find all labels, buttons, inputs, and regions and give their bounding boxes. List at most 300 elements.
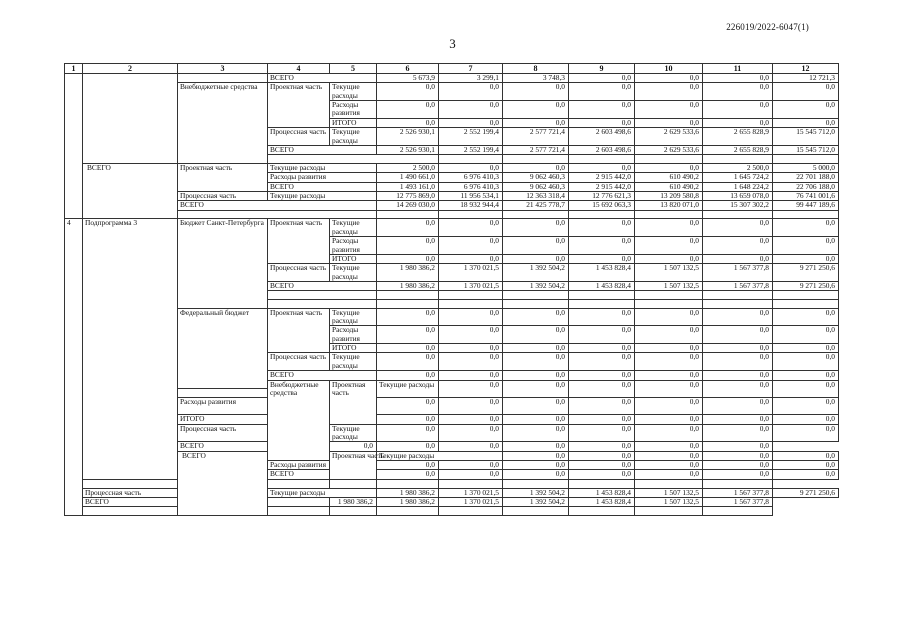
value-cell: 9 062 460,3 — [503, 182, 569, 191]
value-cell: 1 392 504,2 — [503, 264, 569, 282]
value-cell: 0,0 — [773, 254, 839, 263]
value-cell: 2 552 199,4 — [439, 145, 503, 154]
value-cell: 0,0 — [503, 219, 569, 237]
value-cell: 0,0 — [773, 237, 839, 255]
value-cell: 1 980 386,2 — [377, 488, 439, 497]
value-cell: 0,0 — [439, 254, 503, 263]
value-cell: 2 577 721,4 — [503, 128, 569, 146]
value-cell: 1 370 021,5 — [439, 281, 503, 290]
value-cell: 0,0 — [503, 254, 569, 263]
value-cell: 0,0 — [635, 254, 703, 263]
value-cell: 1 507 132,5 — [635, 497, 703, 506]
value-cell: 0,0 — [703, 254, 773, 263]
column-number: 3 — [178, 64, 268, 74]
label-cell: Текущие расходы — [268, 163, 377, 172]
value-cell: 1 392 504,2 — [503, 488, 569, 497]
table-row — [65, 451, 839, 460]
value-cell: 0,0 — [569, 397, 635, 414]
value-cell: 0,0 — [703, 308, 773, 326]
value-cell: 15 692 063,3 — [569, 201, 635, 210]
value-cell: 3 748,3 — [503, 74, 569, 83]
value-cell: 0,0 — [773, 353, 839, 371]
value-cell — [773, 300, 839, 309]
value-cell — [330, 479, 377, 488]
value-cell: 1 453 828,4 — [569, 497, 635, 506]
label-cell: Проектная часть — [330, 380, 377, 424]
value-cell: 0,0 — [635, 380, 703, 397]
value-cell: 0,0 — [439, 219, 503, 237]
value-cell: 0,0 — [377, 219, 439, 237]
label-cell — [83, 74, 178, 164]
value-cell — [703, 479, 773, 488]
value-cell: 0,0 — [377, 415, 439, 424]
value-cell — [439, 507, 503, 516]
value-cell: 0,0 — [703, 470, 773, 479]
value-cell — [503, 479, 569, 488]
value-cell: 0,0 — [503, 461, 569, 470]
value-cell: 0,0 — [773, 424, 839, 442]
value-cell: 2 655 828,9 — [703, 145, 773, 154]
value-cell: 0,0 — [635, 118, 703, 127]
label-cell: 4 — [65, 219, 83, 515]
value-cell: 0,0 — [703, 442, 773, 451]
value-cell: 0,0 — [569, 219, 635, 237]
label-cell: Процессная часть — [178, 424, 268, 442]
value-cell: 1 567 377,8 — [703, 281, 773, 290]
column-number: 8 — [503, 64, 569, 74]
value-cell: 0,0 — [773, 83, 839, 101]
value-cell: 1 567 377,8 — [703, 497, 773, 506]
page-number: 3 — [449, 36, 456, 51]
value-cell: 0,0 — [503, 101, 569, 119]
value-cell: 3 299,1 — [439, 74, 503, 83]
value-cell: 1 370 021,5 — [439, 488, 503, 497]
value-cell: 76 741 001,6 — [773, 192, 839, 201]
value-cell: 1 453 828,4 — [569, 281, 635, 290]
label-cell: Текущие расходы — [330, 424, 377, 442]
label-cell: Расходы развития — [330, 237, 377, 255]
label-cell: Бюджет Санкт-Петербурга — [178, 219, 268, 308]
value-cell: 0,0 — [703, 237, 773, 255]
value-cell: 0,0 — [377, 397, 439, 414]
value-cell: 1 648 224,2 — [703, 182, 773, 191]
value-cell — [569, 291, 635, 300]
value-cell: 22 706 188,0 — [773, 182, 839, 191]
value-cell: 0,0 — [377, 308, 439, 326]
table-row — [65, 424, 839, 433]
value-cell: 610 490,2 — [635, 173, 703, 182]
value-cell: 0,0 — [503, 415, 569, 424]
value-cell: 1 980 386,2 — [377, 281, 439, 290]
value-cell: 0,0 — [503, 371, 569, 380]
value-cell — [703, 300, 773, 309]
value-cell: 0,0 — [439, 326, 503, 344]
value-cell: 0,0 — [635, 219, 703, 237]
value-cell: 1 490 661,0 — [377, 173, 439, 182]
value-cell: 0,0 — [635, 237, 703, 255]
value-cell: 0,0 — [773, 470, 839, 479]
value-cell: 0,0 — [703, 424, 773, 442]
value-cell: 15 545 712,0 — [773, 145, 839, 154]
value-cell: 13 820 071,0 — [635, 201, 703, 210]
value-cell: 0,0 — [635, 461, 703, 470]
value-cell: 13 209 580,8 — [635, 192, 703, 201]
value-cell — [635, 300, 703, 309]
label-cell: Текущие расходы — [268, 488, 377, 497]
value-cell: 0,0 — [377, 470, 439, 479]
value-cell: 0,0 — [703, 83, 773, 101]
value-cell: 0,0 — [773, 326, 839, 344]
value-cell: 0,0 — [773, 380, 839, 397]
value-cell: 1 507 132,5 — [635, 264, 703, 282]
label-cell: Текущие расходы — [330, 353, 377, 371]
value-cell: 0,0 — [773, 397, 839, 414]
value-cell — [377, 479, 439, 488]
label-cell: Процессная часть — [83, 488, 178, 497]
value-cell: 0,0 — [439, 415, 503, 424]
value-cell: 2 915 442,0 — [569, 173, 635, 182]
table-row — [65, 308, 839, 317]
value-cell: 0,0 — [377, 371, 439, 380]
value-cell: 0,0 — [569, 74, 635, 83]
label-cell — [83, 507, 330, 516]
value-cell: 0,0 — [569, 451, 635, 460]
value-cell: 0,0 — [635, 415, 703, 424]
value-cell: 1 370 021,5 — [439, 264, 503, 282]
value-cell: 0,0 — [703, 353, 773, 371]
value-cell — [439, 479, 503, 488]
value-cell: 0,0 — [703, 380, 773, 397]
value-cell: 5 673,9 — [377, 74, 439, 83]
label-cell: ВСЕГО — [268, 74, 377, 83]
value-cell: 1 392 504,2 — [503, 281, 569, 290]
label-cell: ВСЕГО — [178, 201, 377, 210]
value-cell: 0,0 — [773, 344, 839, 353]
value-cell: 1 980 386,2 — [330, 497, 377, 506]
value-cell: 1 493 161,0 — [377, 182, 439, 191]
column-number: 9 — [569, 64, 635, 74]
value-cell: 0,0 — [439, 101, 503, 119]
label-cell: Текущие расходы — [330, 128, 377, 146]
value-cell — [439, 291, 503, 300]
label-cell — [65, 74, 83, 219]
value-cell — [635, 479, 703, 488]
value-cell — [377, 507, 439, 516]
value-cell: 0,0 — [703, 397, 773, 414]
value-cell: 21 425 778,7 — [503, 201, 569, 210]
value-cell: 0,0 — [439, 442, 503, 451]
label-cell: Проектная часть — [268, 308, 330, 353]
value-cell: 0,0 — [439, 118, 503, 127]
table-row — [65, 415, 839, 424]
value-cell: 0,0 — [773, 219, 839, 237]
label-cell: Расходы развития — [330, 101, 377, 119]
value-cell — [703, 507, 773, 516]
value-cell: 0,0 — [439, 237, 503, 255]
value-cell: 0,0 — [635, 83, 703, 101]
label-cell: ВСЕГО — [83, 497, 330, 506]
value-cell — [503, 300, 569, 309]
value-cell: 6 976 410,3 — [439, 182, 503, 191]
value-cell: 0,0 — [503, 353, 569, 371]
value-cell: 1 507 132,5 — [635, 488, 703, 497]
value-cell: 22 701 188,0 — [773, 173, 839, 182]
value-cell: 0,0 — [503, 344, 569, 353]
value-cell: 0,0 — [635, 442, 703, 451]
value-cell: 1 370 021,5 — [439, 497, 503, 506]
value-cell: 12 363 318,4 — [503, 192, 569, 201]
value-cell: 13 659 078,0 — [703, 192, 773, 201]
value-cell: 11 956 534,1 — [439, 192, 503, 201]
value-cell: 0,0 — [330, 442, 377, 451]
value-cell: 0,0 — [503, 326, 569, 344]
value-cell: 0,0 — [635, 371, 703, 380]
value-cell: 0,0 — [635, 163, 703, 172]
value-cell: 0,0 — [503, 424, 569, 442]
label-cell: ВСЕГО — [178, 451, 268, 515]
value-cell: 1 567 377,8 — [703, 264, 773, 282]
value-cell: 0,0 — [703, 326, 773, 344]
label-cell: ВСЕГО — [268, 281, 377, 290]
value-cell: 0,0 — [703, 219, 773, 237]
value-cell: 0,0 — [377, 101, 439, 119]
value-cell: 0,0 — [773, 415, 839, 424]
label-cell: Процессная часть — [268, 353, 330, 371]
value-cell: 0,0 — [569, 308, 635, 326]
value-cell: 2 526 930,1 — [377, 128, 439, 146]
value-cell: 0,0 — [569, 118, 635, 127]
value-cell: 0,0 — [635, 344, 703, 353]
value-cell — [703, 291, 773, 300]
value-cell: 0,0 — [703, 371, 773, 380]
table-row — [65, 479, 839, 488]
value-cell: 0,0 — [569, 254, 635, 263]
value-cell: 0,0 — [703, 118, 773, 127]
value-cell: 0,0 — [503, 451, 569, 460]
value-cell: 0,0 — [569, 380, 635, 397]
value-cell: 0,0 — [377, 461, 439, 470]
label-cell: ИТОГО — [178, 415, 268, 424]
value-cell: 0,0 — [377, 254, 439, 263]
value-cell: 0,0 — [569, 371, 635, 380]
value-cell — [330, 507, 377, 516]
value-cell: 0,0 — [439, 163, 503, 172]
label-cell: Расходы развития — [268, 173, 377, 182]
value-cell: 0,0 — [439, 344, 503, 353]
label-cell: Проектная часть — [268, 83, 330, 128]
label-cell: Текущие расходы — [330, 308, 377, 326]
value-cell: 0,0 — [439, 424, 503, 442]
label-cell: Проектная часть — [268, 219, 330, 264]
value-cell: 0,0 — [635, 308, 703, 326]
value-cell — [377, 300, 439, 309]
value-cell: 0,0 — [773, 371, 839, 380]
label-cell — [268, 300, 377, 309]
value-cell: 0,0 — [569, 461, 635, 470]
value-cell: 1 980 386,2 — [377, 497, 439, 506]
value-cell: 2 603 498,6 — [569, 145, 635, 154]
label-cell: Внебюджетные средства — [268, 380, 330, 461]
label-cell: Проектная часть — [178, 163, 268, 191]
value-cell: 2 500,0 — [377, 163, 439, 172]
column-number: 12 — [773, 64, 839, 74]
value-cell: 0,0 — [569, 237, 635, 255]
value-cell: 9 062 460,3 — [503, 173, 569, 182]
value-cell: 0,0 — [377, 424, 439, 442]
value-cell: 0,0 — [703, 74, 773, 83]
value-cell: 5 000,0 — [773, 163, 839, 172]
column-number: 11 — [703, 64, 773, 74]
value-cell: 9 271 250,6 — [773, 281, 839, 290]
value-cell: 2 552 199,4 — [439, 128, 503, 146]
value-cell: 99 447 189,6 — [773, 201, 839, 210]
value-cell: 0,0 — [377, 118, 439, 127]
label-cell: Текущие расходы — [330, 219, 377, 237]
value-cell: 0,0 — [377, 83, 439, 101]
value-cell: 610 490,2 — [635, 182, 703, 191]
value-cell: 0,0 — [377, 237, 439, 255]
table-row — [65, 507, 839, 516]
value-cell: 0,0 — [703, 461, 773, 470]
value-cell: 1 980 386,2 — [377, 264, 439, 282]
value-cell: 0,0 — [439, 83, 503, 101]
label-cell: Расходы развития — [178, 397, 268, 414]
value-cell: 1 507 132,5 — [635, 281, 703, 290]
value-cell: 0,0 — [503, 442, 569, 451]
value-cell — [503, 507, 569, 516]
label-cell: Текущие расходы — [377, 451, 503, 460]
value-cell: 0,0 — [773, 308, 839, 326]
value-cell: 0,0 — [439, 461, 503, 470]
value-cell: 0,0 — [703, 451, 773, 460]
label-cell: ВСЕГО — [268, 145, 377, 154]
value-cell — [569, 507, 635, 516]
table-row — [65, 163, 839, 172]
value-cell: 0,0 — [503, 308, 569, 326]
label-cell: ИТОГО — [330, 254, 377, 263]
label-cell: Расходы развития — [268, 461, 377, 470]
table-row — [65, 442, 839, 451]
value-cell: 0,0 — [503, 237, 569, 255]
label-cell: Текущие расходы — [268, 192, 377, 201]
value-cell: 0,0 — [569, 353, 635, 371]
value-cell: 0,0 — [377, 344, 439, 353]
value-cell: 0,0 — [635, 101, 703, 119]
value-cell: 0,0 — [569, 470, 635, 479]
value-cell — [635, 291, 703, 300]
value-cell: 0,0 — [377, 353, 439, 371]
label-cell — [83, 479, 330, 488]
label-cell: ВСЕГО — [268, 182, 377, 191]
value-cell: 0,0 — [503, 163, 569, 172]
column-number: 5 — [330, 64, 377, 74]
value-cell: 0,0 — [439, 308, 503, 326]
value-cell: 0,0 — [503, 380, 569, 397]
value-cell: 0,0 — [439, 371, 503, 380]
value-cell: 15 545 712,0 — [773, 128, 839, 146]
label-cell: Текущие расходы — [330, 83, 377, 101]
value-cell: 0,0 — [773, 101, 839, 119]
value-cell: 9 271 250,6 — [773, 488, 839, 497]
value-cell: 0,0 — [703, 344, 773, 353]
document-id: 226019/2022-6047(1) — [726, 22, 809, 32]
value-cell: 0,0 — [569, 424, 635, 442]
value-cell: 9 271 250,6 — [773, 264, 839, 282]
label-cell: Внебюджетные средства — [178, 83, 268, 164]
label-cell — [268, 291, 377, 300]
budget-table — [64, 63, 839, 516]
table-row — [65, 497, 839, 506]
value-cell: 6 976 410,3 — [439, 173, 503, 182]
table-row — [65, 397, 839, 406]
value-cell: 0,0 — [569, 163, 635, 172]
label-cell: Текущие расходы — [330, 264, 377, 282]
value-cell — [439, 300, 503, 309]
column-number: 6 — [377, 64, 439, 74]
value-cell: 0,0 — [569, 326, 635, 344]
value-cell: 2 603 498,6 — [569, 128, 635, 146]
column-number: 1 — [65, 64, 83, 74]
value-cell: 14 269 030,0 — [377, 201, 439, 210]
value-cell: 0,0 — [569, 415, 635, 424]
label-cell: Текущие расходы — [377, 380, 439, 397]
value-cell: 0,0 — [635, 451, 703, 460]
label-cell: Проектная часть — [330, 451, 377, 479]
label-cell: ВСЕГО — [268, 470, 377, 479]
value-cell — [773, 291, 839, 300]
label-cell: Процессная часть — [178, 192, 268, 201]
value-cell: 1 567 377,8 — [703, 488, 773, 497]
value-cell: 2 655 828,9 — [703, 128, 773, 146]
value-cell: 0,0 — [773, 461, 839, 470]
value-cell: 0,0 — [635, 74, 703, 83]
value-cell: 0,0 — [503, 397, 569, 414]
value-cell: 12 721,3 — [773, 74, 839, 83]
value-cell: 0,0 — [503, 470, 569, 479]
value-cell: 2 500,0 — [703, 163, 773, 172]
value-cell: 0,0 — [377, 326, 439, 344]
value-cell: 0,0 — [569, 442, 635, 451]
value-cell: 1 645 724,2 — [703, 173, 773, 182]
value-cell: 1 392 504,2 — [503, 497, 569, 506]
value-cell: 1 453 828,4 — [569, 488, 635, 497]
value-cell: 0,0 — [503, 118, 569, 127]
column-number: 2 — [83, 64, 178, 74]
value-cell: 0,0 — [439, 397, 503, 414]
value-cell: 1 453 828,4 — [569, 264, 635, 282]
value-cell: 15 307 302,2 — [703, 201, 773, 210]
value-cell — [377, 291, 439, 300]
value-cell: 12 775 869,0 — [377, 192, 439, 201]
value-cell: 0,0 — [703, 101, 773, 119]
table-body — [65, 74, 839, 516]
value-cell: 18 932 944,4 — [439, 201, 503, 210]
label-cell: ВСЕГО — [268, 371, 377, 380]
value-cell: 0,0 — [635, 353, 703, 371]
value-cell: 0,0 — [569, 83, 635, 101]
value-cell: 0,0 — [635, 470, 703, 479]
value-cell: 2 629 533,6 — [635, 128, 703, 146]
value-cell: 0,0 — [439, 470, 503, 479]
table-row — [65, 201, 839, 210]
value-cell — [569, 300, 635, 309]
column-number: 10 — [635, 64, 703, 74]
label-cell: Расходы развития — [330, 326, 377, 344]
value-cell: 0,0 — [773, 118, 839, 127]
column-number: 4 — [268, 64, 330, 74]
value-cell: 0,0 — [377, 442, 439, 451]
label-cell: Процессная часть — [268, 128, 330, 146]
